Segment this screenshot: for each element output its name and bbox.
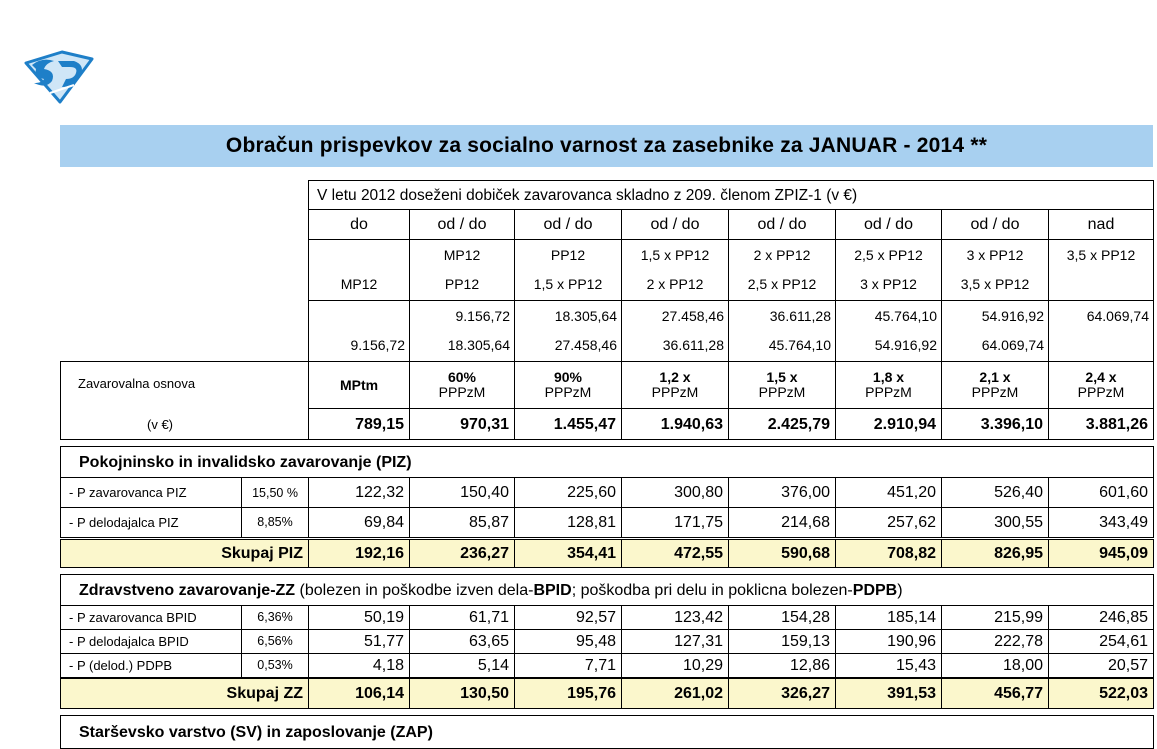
profit-header: V letu 2012 doseženi dobiček zavarovanca skladno z 209. členom ZPIZ-1 (v €) [308,180,1154,210]
amount-top: 45.764,10 [874,307,937,324]
piz-total-value: 354,41 [514,539,622,568]
basis-header [621,361,729,409]
zz-value: 159,13 [728,629,836,654]
basis-header [308,361,410,409]
basis-reference: PPPzM [438,384,486,400]
zz-total-value: 522,03 [1048,678,1154,709]
zz-header-part: PDPB [852,581,898,599]
basis-reference: PPPzM [971,384,1019,400]
amount-top [308,302,410,330]
piz-row-rate: 15,50 % [241,477,309,508]
bound-top: MP12 [443,246,481,263]
range-label: od / do [728,209,836,240]
zz-header-part: ; poškodba pri delu in poklicna bolezen- [571,581,853,599]
piz-value: 214,68 [728,507,836,538]
piz-total-value: 708,82 [835,539,942,568]
piz-value: 128,81 [514,507,622,538]
piz-total-value: 826,95 [941,539,1049,568]
basis-multiplier: 90% [553,369,583,385]
zz-total-label: Skupaj ZZ [60,678,309,709]
piz-value: 150,40 [409,477,515,508]
bound-bottom: 2,5 x PP12 [747,275,817,292]
basis-reference: PPPzM [651,384,699,400]
basis-header [728,361,836,409]
bound-bottom: 2 x PP12 [646,275,704,292]
piz-value: 122,32 [308,477,410,508]
bound-bottom [1048,270,1154,298]
zz-header-part: Zdravstveno zavarovanje-ZZ [79,581,296,599]
amount-bottom: 45.764,10 [768,336,831,353]
piz-header: Pokojninsko in invalidsko zavarovanje (PIZ) [60,446,1154,478]
piz-value: 69,84 [308,507,410,538]
range-label: od / do [514,209,622,240]
basis-unit: (v €) [147,416,173,432]
zz-header-part: (bolezen in poškodbe izven dela- [295,581,534,599]
bound-top: 1,5 x PP12 [640,246,710,263]
amount-bottom: 36.611,28 [662,336,724,353]
piz-value: 171,75 [621,507,729,538]
piz-value: 601,60 [1048,477,1154,508]
piz-value: 300,55 [941,507,1049,538]
basis-reference: PPPzM [758,384,806,400]
piz-total-value: 472,55 [621,539,729,568]
zz-row-rate: 6,56% [241,629,309,654]
basis-multiplier: 1,2 x [659,369,691,385]
basis-value: 1.940,63 [621,408,729,440]
zz-value: 154,28 [728,605,836,630]
bound-top: 2,5 x PP12 [854,246,923,263]
range-label: od / do [621,209,729,240]
zz-total-value: 261,02 [621,678,729,709]
piz-total-value: 590,68 [728,539,836,568]
zz-value: 185,14 [835,605,942,630]
zz-total-value: 326,27 [728,678,836,709]
zz-total-value: 456,77 [941,678,1049,709]
range-label: od / do [835,209,942,240]
piz-total-value: 945,09 [1048,539,1154,568]
basis-value: 1.455,47 [514,408,622,440]
zz-total-value: 106,14 [308,678,410,709]
piz-total-label: Skupaj PIZ [60,539,309,568]
piz-value: 225,60 [514,477,622,508]
page-title: Obračun prispevkov za socialno varnost za zasebnike za JANUAR - 2014 ** [60,125,1153,167]
zz-value: 254,61 [1048,629,1154,654]
amount-top: 54.916,92 [981,307,1044,324]
basis-multiplier: 1,8 x [872,369,905,385]
basis-header [409,361,515,409]
amount-top: 9.156,72 [455,307,510,324]
basis-value: 2.910,94 [835,408,942,440]
zz-value: 215,99 [941,605,1049,630]
zz-value: 123,42 [621,605,729,630]
basis-multiplier: 2,1 x [979,369,1011,385]
piz-row-rate: 8,85% [241,507,309,538]
amount-bottom: 54.916,92 [874,336,937,353]
basis-reference: PPPzM [865,384,912,400]
zz-row-label: - P (delod.) PDPB [60,653,242,678]
zz-value: 50,19 [308,605,410,630]
basis-value: 970,31 [409,408,515,440]
zz-value: 15,43 [835,653,942,678]
piz-row-label: - P zavarovanca PIZ [60,477,242,508]
zz-value: 246,85 [1048,605,1154,630]
bound-bottom: 3,5 x PP12 [960,275,1030,292]
piz-row-label: - P delodajalca PIZ [60,507,242,538]
bound-top: 3,5 x PP12 [1066,246,1136,263]
basis-label: Zavarovalna osnova [78,375,196,391]
piz-value: 85,87 [409,507,515,538]
bound-top: 2 x PP12 [753,246,811,263]
zz-header [60,574,1154,606]
bound-top [308,241,410,269]
basis-header [514,361,622,409]
piz-value: 300,80 [621,477,729,508]
basis-header [835,361,942,409]
basis-reference: PPPzM [1077,384,1125,400]
basis-multiplier: MPtm [339,376,379,393]
amount-bottom: 9.156,72 [350,336,405,353]
zz-value: 51,77 [308,629,410,654]
zz-value: 61,71 [409,605,515,630]
range-label: od / do [941,209,1049,240]
bound-bottom: 1,5 x PP12 [533,275,603,292]
zz-total-value: 195,76 [514,678,622,709]
zz-header-part: BPID [533,581,572,599]
basis-reference: PPPzM [544,384,592,400]
zz-value: 5,14 [409,653,515,678]
zz-total-value: 391,53 [835,678,942,709]
zz-value: 18,00 [941,653,1049,678]
zz-header-part: ) [897,581,903,599]
amount-bottom: 27.458,46 [554,336,617,353]
piz-value: 526,40 [941,477,1049,508]
zz-total-value: 130,50 [409,678,515,709]
amount-top: 36.611,28 [769,307,831,324]
basis-value: 2.425,79 [728,408,836,440]
zz-value: 4,18 [308,653,410,678]
basis-value: 3.881,26 [1048,408,1154,440]
basis-multiplier: 60% [447,369,477,385]
range-label: od / do [409,209,515,240]
piz-value: 343,49 [1048,507,1154,538]
zz-row-label: - P delodajalca BPID [60,629,242,654]
bound-bottom: PP12 [444,275,480,292]
basis-multiplier: 1,5 x [766,369,798,385]
piz-total-value: 192,16 [308,539,410,568]
piz-value: 451,20 [835,477,942,508]
zz-value: 92,57 [514,605,622,630]
amount-bottom: 64.069,74 [981,336,1044,353]
zz-value: 127,31 [621,629,729,654]
amount-top: 64.069,74 [1086,307,1149,324]
company-logo [22,49,96,105]
basis-header [1048,361,1154,409]
basis-value: 789,15 [308,408,410,440]
amount-top: 27.458,46 [661,307,724,324]
amount-bottom [1048,331,1154,359]
bound-bottom: MP12 [340,275,378,292]
zz-value: 190,96 [835,629,942,654]
zz-value: 10,29 [621,653,729,678]
piz-total-value: 236,27 [409,539,515,568]
amount-bottom: 18.305,64 [447,336,510,353]
zz-value: 7,71 [514,653,622,678]
zz-value: 63,65 [409,629,515,654]
zz-row-rate: 0,53% [241,653,309,678]
basis-header [941,361,1049,409]
amount-top: 18.305,64 [554,307,617,324]
zz-row-rate: 6,36% [241,605,309,630]
zz-row-label: - P zavarovanca BPID [60,605,242,630]
zz-value: 20,57 [1048,653,1154,678]
range-label: nad [1048,209,1154,240]
bound-bottom: 3 x PP12 [860,275,917,292]
piz-value: 257,62 [835,507,942,538]
piz-value: 376,00 [728,477,836,508]
basis-multiplier: 2,4 x [1085,369,1117,385]
basis-value: 3.396,10 [941,408,1049,440]
zz-value: 95,48 [514,629,622,654]
zz-value: 12,86 [728,653,836,678]
bound-top: 3 x PP12 [966,246,1024,263]
zz-value: 222,78 [941,629,1049,654]
sv-header: Starševsko varstvo (SV) in zaposlovanje (ZAP) [60,715,1154,749]
bound-top: PP12 [550,246,586,263]
range-label: do [308,209,410,240]
